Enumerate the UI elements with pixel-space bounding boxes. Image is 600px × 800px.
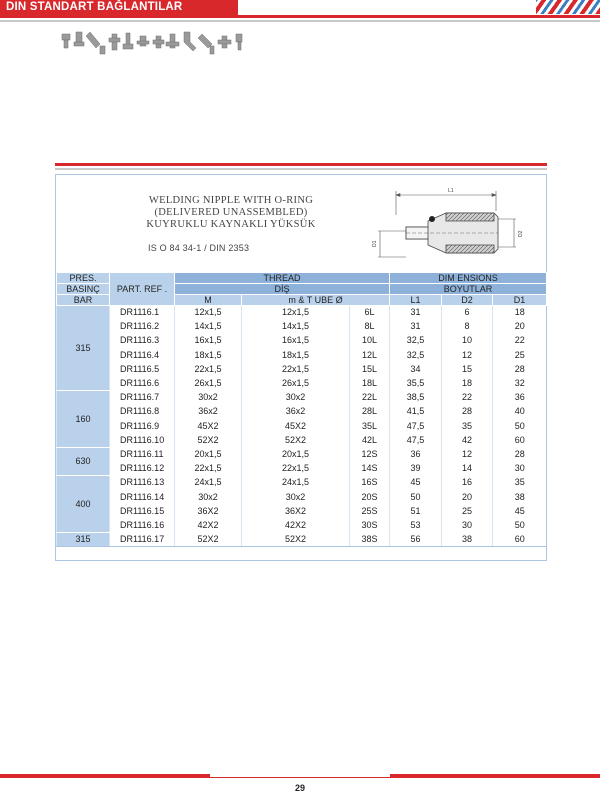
d2-cell: 30 — [442, 518, 493, 532]
tube-series-cell: 42L — [350, 433, 390, 447]
table-row — [57, 433, 547, 447]
col-dimensions: DIM ENSIONS — [390, 273, 547, 284]
thread-m-cell: 36X2 — [175, 504, 242, 518]
d2-cell: 14 — [442, 462, 493, 476]
d1-cell: 60 — [493, 533, 547, 547]
table-row — [57, 306, 547, 320]
col-dis: DİŞ — [175, 284, 390, 295]
l1-cell: 31 — [390, 306, 442, 320]
part-ref-cell: DR1116.13 — [110, 476, 175, 490]
thread-m-cell: 52X2 — [175, 533, 242, 547]
table-row — [57, 334, 547, 348]
col-part-ref: PART. REF . — [110, 273, 175, 306]
thread-tube-cell: 30x2 — [242, 490, 350, 504]
col-basinc: BASINÇ — [57, 284, 110, 295]
thread-tube-cell: 30x2 — [242, 391, 350, 405]
part-ref-cell: DR1116.12 — [110, 462, 175, 476]
l1-cell: 51 — [390, 504, 442, 518]
pressure-cell: 315 — [57, 533, 110, 547]
col-boyutlar: BOYUTLAR — [390, 284, 547, 295]
thread-tube-cell: 52X2 — [242, 433, 350, 447]
d2-cell: 6 — [442, 306, 493, 320]
part-ref-cell: DR1116.11 — [110, 447, 175, 461]
part-ref-cell: DR1116.4 — [110, 348, 175, 362]
tube-series-cell: 6L — [350, 306, 390, 320]
l1-cell: 47,5 — [390, 419, 442, 433]
tube-series-cell: 18L — [350, 376, 390, 390]
table-row — [57, 462, 547, 476]
pressure-cell: 630 — [57, 447, 110, 475]
tube-series-cell: 16S — [350, 476, 390, 490]
table-row — [57, 348, 547, 362]
thread-tube-cell: 42X2 — [242, 518, 350, 532]
thread-m-cell: 26x1,5 — [175, 376, 242, 390]
thread-tube-cell: 18x1,5 — [242, 348, 350, 362]
table-row — [57, 419, 547, 433]
d1-cell: 32 — [493, 376, 547, 390]
part-ref-cell: DR1116.15 — [110, 504, 175, 518]
thread-m-cell: 14x1,5 — [175, 320, 242, 334]
part-ref-cell: DR1116.17 — [110, 533, 175, 547]
tube-series-cell: 15L — [350, 362, 390, 376]
table-row — [57, 391, 547, 405]
d1-cell: 50 — [493, 518, 547, 532]
thread-m-cell: 30x2 — [175, 490, 242, 504]
footer-line — [0, 777, 600, 778]
thread-tube-cell: 36X2 — [242, 504, 350, 518]
table-row — [57, 405, 547, 419]
d2-cell: 15 — [442, 362, 493, 376]
d2-cell: 25 — [442, 504, 493, 518]
fittings-icon-strip — [60, 28, 250, 58]
part-ref-cell: DR1116.8 — [110, 405, 175, 419]
part-ref-cell: DR1116.10 — [110, 433, 175, 447]
thread-m-cell: 52X2 — [175, 433, 242, 447]
spec-table-body — [57, 306, 547, 547]
l1-cell: 36 — [390, 447, 442, 461]
l1-cell: 45 — [390, 476, 442, 490]
pressure-cell: 160 — [57, 391, 110, 448]
d2-cell: 18 — [442, 376, 493, 390]
l1-cell: 50 — [390, 490, 442, 504]
product-title-en-1: WELDING NIPPLE WITH O-RING — [148, 195, 314, 206]
tube-series-cell: 12S — [350, 447, 390, 461]
col-m: M — [175, 295, 242, 306]
thread-tube-cell: 20x1,5 — [242, 447, 350, 461]
thread-m-cell: 12x1,5 — [175, 306, 242, 320]
tube-series-cell: 14S — [350, 462, 390, 476]
l1-cell: 56 — [390, 533, 442, 547]
section-gray-rule — [55, 168, 547, 170]
d1-cell: 28 — [493, 362, 547, 376]
tube-series-cell: 20S — [350, 490, 390, 504]
label-d2: D2 — [518, 230, 524, 237]
d2-cell: 22 — [442, 391, 493, 405]
section-red-rule — [55, 163, 547, 166]
header-red-line — [238, 15, 600, 18]
d2-cell: 35 — [442, 419, 493, 433]
thread-tube-cell: 26x1,5 — [242, 376, 350, 390]
table-row — [57, 518, 547, 532]
thread-tube-cell: 24x1,5 — [242, 476, 350, 490]
thread-tube-cell: 36x2 — [242, 405, 350, 419]
d2-cell: 10 — [442, 334, 493, 348]
d2-cell: 38 — [442, 533, 493, 547]
thread-m-cell: 42X2 — [175, 518, 242, 532]
d1-cell: 45 — [493, 504, 547, 518]
thread-tube-cell: 22x1,5 — [242, 362, 350, 376]
thread-tube-cell: 22x1,5 — [242, 462, 350, 476]
d2-cell: 16 — [442, 476, 493, 490]
d1-cell: 60 — [493, 433, 547, 447]
thread-m-cell: 18x1,5 — [175, 348, 242, 362]
part-ref-cell: DR1116.9 — [110, 419, 175, 433]
page-number: 29 — [294, 783, 305, 793]
table-row — [57, 490, 547, 504]
tube-series-cell: 30S — [350, 518, 390, 532]
table-row — [57, 320, 547, 334]
table-row — [57, 362, 547, 376]
d2-cell: 12 — [442, 447, 493, 461]
table-row — [57, 504, 547, 518]
product-standard: IS O 84 34-1 / DIN 2353 — [148, 243, 250, 253]
part-ref-cell: DR1116.1 — [110, 306, 175, 320]
product-description — [136, 195, 326, 231]
part-ref-cell: DR1116.7 — [110, 391, 175, 405]
col-thread: THREAD — [175, 273, 390, 284]
col-mt-tube: m & T UBE Ø — [242, 295, 390, 306]
col-bar: BAR — [57, 295, 110, 306]
tube-series-cell: 28L — [350, 405, 390, 419]
part-ref-cell: DR1116.3 — [110, 334, 175, 348]
thread-m-cell: 20x1,5 — [175, 447, 242, 461]
table-row — [57, 476, 547, 490]
pressure-cell: 400 — [57, 476, 110, 533]
thread-tube-cell: 16x1,5 — [242, 334, 350, 348]
page-header — [0, 0, 600, 26]
part-ref-cell: DR1116.5 — [110, 362, 175, 376]
thread-m-cell: 16x1,5 — [175, 334, 242, 348]
product-title-tr: KUYRUKLU KAYNAKLI YÜKSÜK — [146, 219, 316, 230]
thread-m-cell: 22x1,5 — [175, 362, 242, 376]
l1-cell: 38,5 — [390, 391, 442, 405]
thread-m-cell: 24x1,5 — [175, 476, 242, 490]
l1-cell: 41,5 — [390, 405, 442, 419]
header-stripes — [536, 0, 600, 14]
tube-series-cell: 10L — [350, 334, 390, 348]
part-ref-cell: DR1116.16 — [110, 518, 175, 532]
label-l1: L1 — [448, 188, 454, 194]
thread-tube-cell: 12x1,5 — [242, 306, 350, 320]
col-d2: D2 — [442, 295, 493, 306]
l1-cell: 34 — [390, 362, 442, 376]
d1-cell: 40 — [493, 405, 547, 419]
d2-cell: 12 — [442, 348, 493, 362]
thread-tube-cell: 45X2 — [242, 419, 350, 433]
tube-series-cell: 35L — [350, 419, 390, 433]
thread-tube-cell: 14x1,5 — [242, 320, 350, 334]
d1-cell: 18 — [493, 306, 547, 320]
l1-cell: 53 — [390, 518, 442, 532]
l1-cell: 31 — [390, 320, 442, 334]
d1-cell: 20 — [493, 320, 547, 334]
tube-series-cell: 25S — [350, 504, 390, 518]
d1-cell: 50 — [493, 419, 547, 433]
table-row — [57, 447, 547, 461]
l1-cell: 32,5 — [390, 348, 442, 362]
pressure-cell: 315 — [57, 306, 110, 391]
table-row — [57, 533, 547, 547]
d2-cell: 42 — [442, 433, 493, 447]
product-card — [55, 174, 547, 561]
d2-cell: 20 — [442, 490, 493, 504]
d1-cell: 36 — [493, 391, 547, 405]
table-row — [57, 376, 547, 390]
header-gray-line — [0, 20, 600, 22]
label-d1: D1 — [372, 240, 378, 247]
tube-series-cell: 38S — [350, 533, 390, 547]
thread-m-cell: 30x2 — [175, 391, 242, 405]
col-d1: D1 — [493, 295, 547, 306]
header-title: DIN STANDART BAĞLANTILAR — [6, 1, 183, 13]
d1-cell: 35 — [493, 476, 547, 490]
tube-series-cell: 12L — [350, 348, 390, 362]
d2-cell: 28 — [442, 405, 493, 419]
d1-cell: 30 — [493, 462, 547, 476]
d1-cell: 25 — [493, 348, 547, 362]
tube-series-cell: 8L — [350, 320, 390, 334]
d1-cell: 22 — [493, 334, 547, 348]
part-ref-cell: DR1116.14 — [110, 490, 175, 504]
d2-cell: 8 — [442, 320, 493, 334]
l1-cell: 35,5 — [390, 376, 442, 390]
d1-cell: 38 — [493, 490, 547, 504]
thread-m-cell: 36x2 — [175, 405, 242, 419]
d1-cell: 28 — [493, 447, 547, 461]
part-ref-cell: DR1116.2 — [110, 320, 175, 334]
tube-series-cell: 22L — [350, 391, 390, 405]
l1-cell: 32,5 — [390, 334, 442, 348]
l1-cell: 39 — [390, 462, 442, 476]
product-title-en-2: (DELIVERED UNASSEMBLED) — [154, 207, 308, 218]
l1-cell: 47,5 — [390, 433, 442, 447]
spec-table — [56, 272, 547, 547]
col-pres: PRES. — [57, 273, 110, 284]
thread-m-cell: 22x1,5 — [175, 462, 242, 476]
part-ref-cell: DR1116.6 — [110, 376, 175, 390]
thread-m-cell: 45X2 — [175, 419, 242, 433]
col-l1: L1 — [390, 295, 442, 306]
welding-nipple-drawing — [366, 183, 526, 265]
thread-tube-cell: 52X2 — [242, 533, 350, 547]
